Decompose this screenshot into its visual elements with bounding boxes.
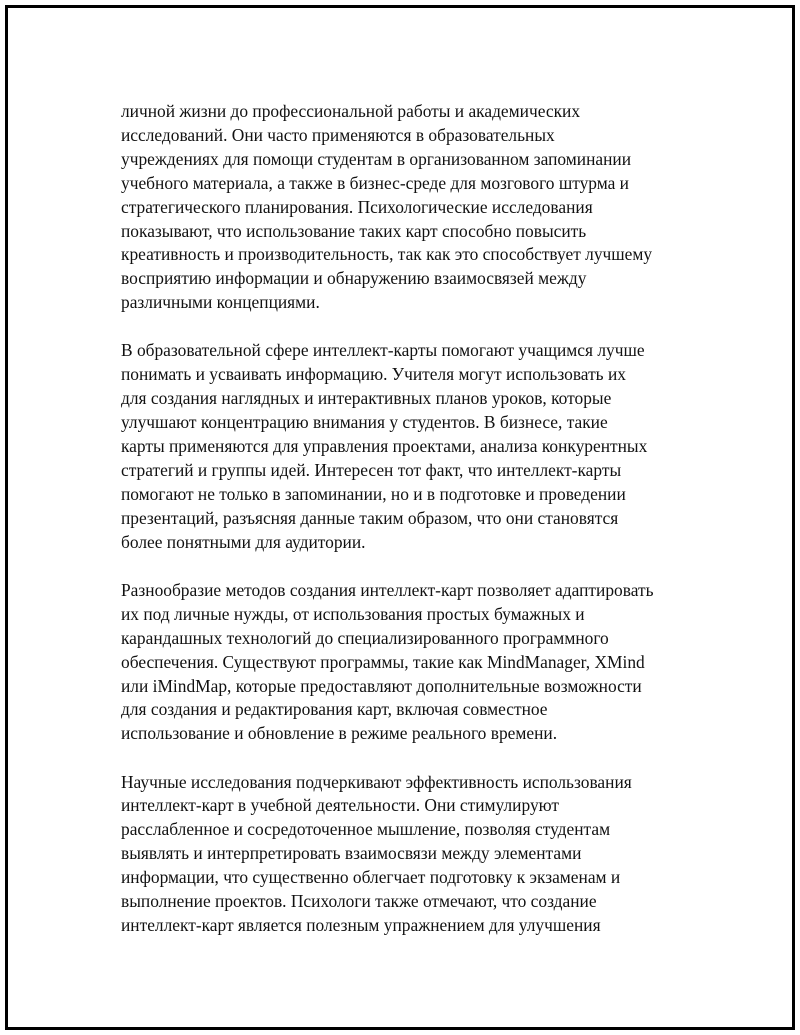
text-line: Разнообразие методов создания интеллект-карт позволяет адаптировать: [121, 579, 654, 600]
text-line: для создания и редактирования карт, включая совместное: [121, 699, 548, 720]
text-line: стратегий и группы идей. Интересен тот факт, что интеллект-карты: [121, 459, 622, 480]
text-line: информации, что существенно облегчает подготовку к экзаменам и: [121, 867, 621, 888]
text-line: учреждениях для помощи студентам в организованном запоминании: [121, 148, 632, 169]
paragraph-4: [121, 771, 721, 938]
paragraph-1: [121, 100, 721, 315]
text-line: учебного материала, а также в бизнес-среде для мозгового штурма и: [121, 172, 629, 193]
text-line: презентаций, разъясняя данные таким образом, что они становятся: [121, 507, 619, 528]
text-line: В образовательной сфере интеллект-карты помогают учащимся лучше: [121, 340, 645, 361]
text-line: использование и обновление в режиме реального времени.: [121, 723, 558, 744]
text-line: или iMindMap, которые предоставляют дополнительные возможности: [121, 675, 642, 696]
text-line: интеллект-карт в учебной деятельности. Они стимулируют: [121, 795, 560, 816]
text-line: расслабленное и сосредоточенное мышление, позволяя студентам: [121, 819, 611, 840]
text-line: карты применяются для управления проектами, анализа конкурентных: [121, 436, 648, 457]
text-line: выявлять и интерпретировать взаимосвязи между элементами: [121, 843, 582, 864]
text-line: понимать и усваивать информацию. Учителя могут использовать их: [121, 364, 626, 385]
text-line: улучшают концентрацию внимания у студентов. В бизнесе, такие: [121, 412, 608, 433]
text-line: Научные исследования подчеркивают эффективность использования: [121, 771, 632, 792]
text-line: исследований. Они часто применяются в образовательных: [121, 124, 555, 145]
text-line: помогают не только в запоминании, но и в подготовке и проведении: [121, 483, 626, 504]
text-line: креативность и производительность, так как это способствует лучшему: [121, 244, 653, 265]
text-line: выполнение проектов. Психологи также отмечают, что создание: [121, 891, 597, 912]
text-line: различными концепциями.: [121, 292, 320, 313]
paragraph-2: [121, 339, 721, 554]
page-frame: [5, 5, 795, 1030]
text-line: карандашных технологий до специализированного программного: [121, 627, 609, 648]
text-line: для создания наглядных и интерактивных планов уроков, которые: [121, 388, 612, 409]
paragraph-3: [121, 579, 721, 746]
text-line: стратегического планирования. Психологические исследования: [121, 196, 593, 217]
text-line: показывают, что использование таких карт способно повысить: [121, 220, 587, 241]
text-line: личной жизни до профессиональной работы и академических: [121, 101, 581, 121]
text-line: восприятию информации и обнаружению взаимосвязей между: [121, 268, 587, 289]
document-body: [121, 100, 721, 962]
text-line: более понятными для аудитории.: [121, 531, 366, 552]
text-line: их под личные нужды, от использования простых бумажных и: [121, 603, 585, 624]
text-line: интеллект-карт является полезным упражнением для улучшения: [121, 914, 601, 935]
text-line: обеспечения. Существуют программы, такие как MindManager, XMind: [121, 651, 645, 672]
